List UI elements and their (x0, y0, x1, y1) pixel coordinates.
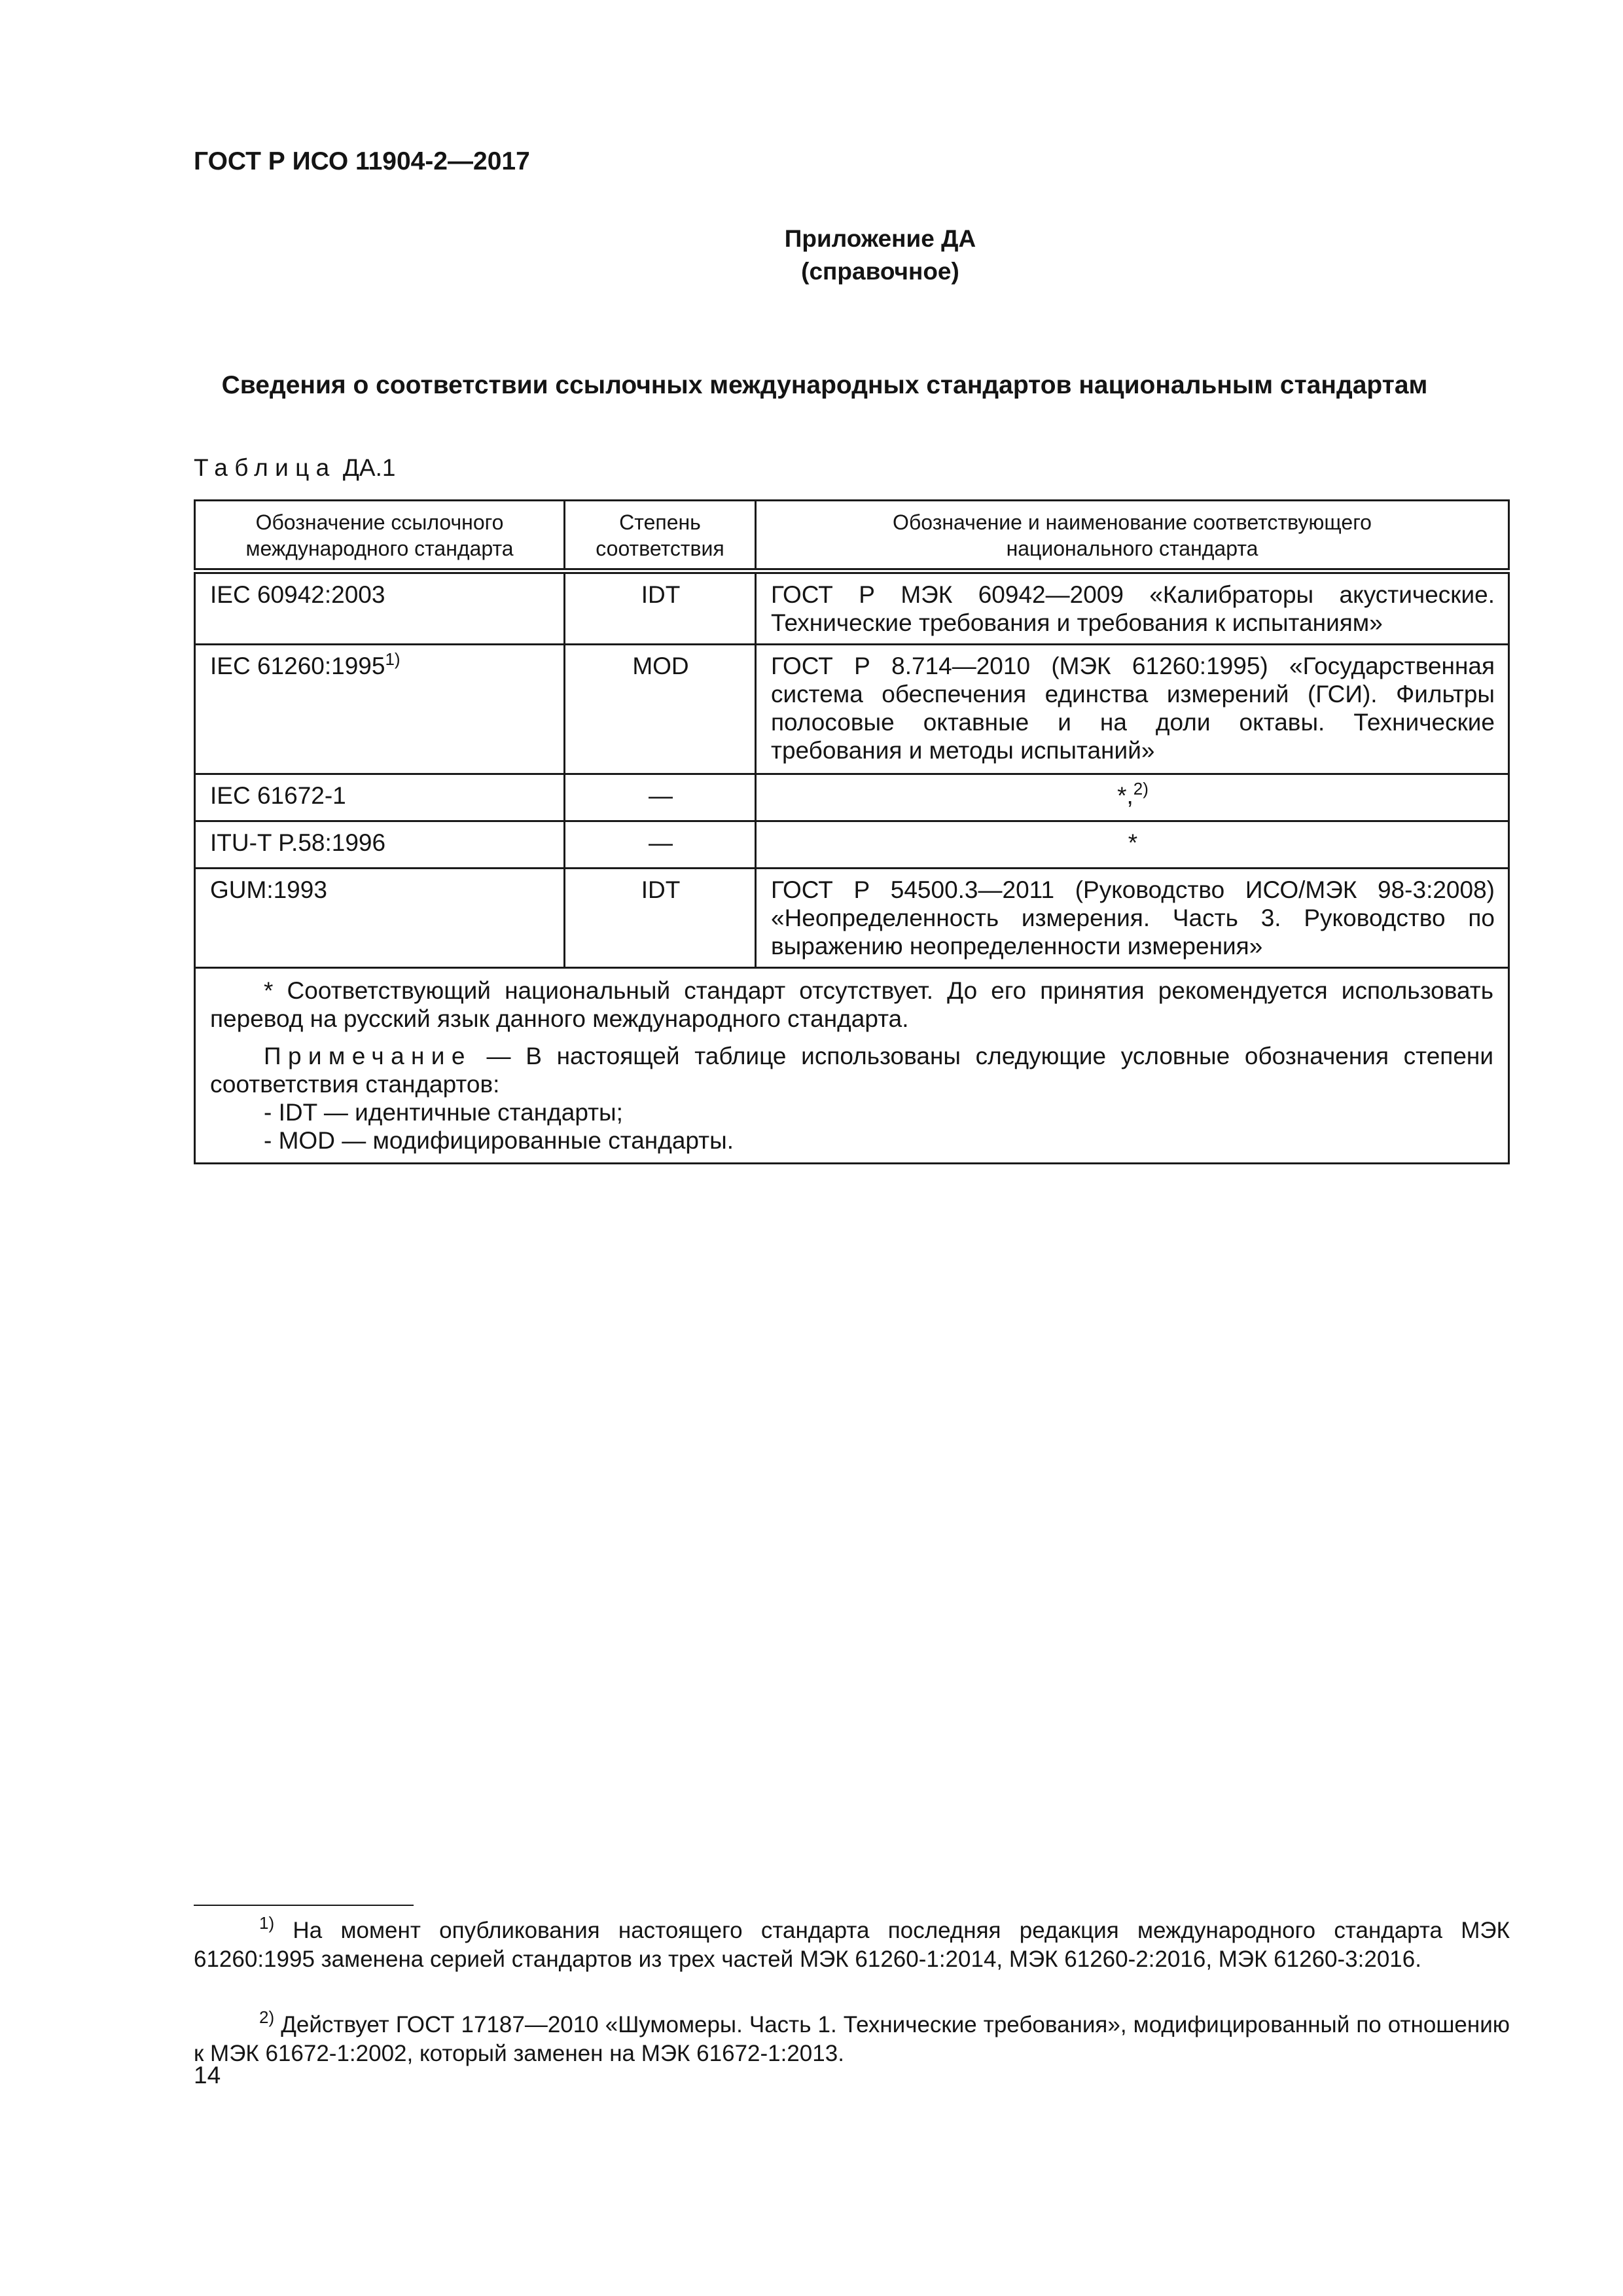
ref-sup: 1) (385, 649, 401, 669)
ref-text: IEC 61672-1 (210, 782, 346, 809)
table-row (195, 821, 1509, 869)
degree-cell: — (565, 821, 756, 869)
footnote-divider (194, 1905, 414, 1906)
national-cell (756, 821, 1509, 869)
section-title: Сведения о соответствии ссылочных международных стандартов национальным стандартам (221, 371, 1428, 399)
standards-table (194, 499, 1510, 1164)
table-row (195, 645, 1509, 774)
national-text: ГОСТ Р 8.714—2010 (МЭК 61260:1995) «Государственная система обеспечения единства измерений (ГСИ). Фильтры полосовые октавные и на доли октавы. Технические требования и методы испытаний» (771, 653, 1495, 764)
header-text: соответствия (596, 537, 724, 560)
ref-text: GUM:1993 (210, 876, 327, 903)
document-code: ГОСТ Р ИСО 11904-2—2017 (194, 147, 530, 175)
header-text: национального стандарта (1006, 537, 1258, 560)
header-text: Степень (619, 511, 701, 534)
table-note (210, 1042, 1493, 1098)
header-degree (565, 501, 756, 571)
header-text: Обозначение и наименование соответствующего (893, 511, 1372, 534)
footnote-2 (194, 2007, 1510, 2068)
national-cell (756, 571, 1509, 645)
note-item: - IDT — идентичные стандарты; (264, 1099, 623, 1126)
ref-cell (195, 774, 565, 821)
table-caption-number: ДА.1 (342, 454, 396, 481)
appendix-heading (0, 223, 1623, 288)
table-footnote: * Соответствующий национальный стандарт отсутствует. До его принятия рекомендуется использовать перевод на русский язык данного международного стандарта. (210, 977, 1493, 1032)
national-cell (756, 869, 1509, 968)
table-row (195, 774, 1509, 821)
ref-cell (195, 821, 565, 869)
national-cell (756, 774, 1509, 821)
national-text: ГОСТ Р 54500.3—2011 (Руководство ИСО/МЭК 98-3:2008) «Неопределенность измерения. Часть 3. Руководство по выражению неопределенности измерения» (771, 876, 1495, 960)
ref-cell (195, 571, 565, 645)
note-text: — В настоящей таблице использованы следующие условные обозначения степени соответствия стандартов: (210, 1043, 1494, 1098)
ref-text: IEC 60942:2003 (210, 581, 385, 608)
degree-cell: MOD (565, 645, 756, 774)
note-label: Примечание (264, 1043, 472, 1069)
header-national-standard (756, 501, 1509, 571)
footnote-text: На момент опубликования настоящего стандарта последняя редакция международного стандарта МЭК 61260:1995 заменена серией стандартов из трех частей МЭК 61260-1:2014, МЭК 61260-2:2016, МЭК 61260-3:2016. (194, 1918, 1510, 1972)
page-number: 14 (194, 2062, 221, 2089)
national-text: *, (1117, 782, 1133, 809)
footnote-1 (194, 1913, 1510, 1974)
footnote-mark: 1) (259, 1913, 275, 1933)
degree-cell: IDT (565, 869, 756, 968)
table-caption (194, 454, 395, 482)
ref-cell (195, 869, 565, 968)
national-text: ГОСТ Р МЭК 60942—2009 «Калибраторы акустические. Технические требования и требования к испытаниям» (771, 581, 1495, 636)
header-ref-standard (195, 501, 565, 571)
degree-cell: IDT (565, 571, 756, 645)
footnote-text: Действует ГОСТ 17187—2010 «Шумомеры. Часть 1. Технические требования», модифицированный по отношению к МЭК 61672-1:2002, который заменен на МЭК 61672-1:2013. (194, 2012, 1510, 2066)
ref-cell (195, 645, 565, 774)
national-sup: 2) (1133, 779, 1149, 798)
table-header-row (195, 501, 1509, 571)
table-row (195, 571, 1509, 645)
ref-text: ITU-T P.58:1996 (210, 829, 386, 856)
header-text: Обозначение ссылочного (255, 511, 504, 534)
table-footer-row (195, 968, 1509, 1164)
ref-text: IEC 61260:1995 (210, 653, 385, 679)
degree-cell: — (565, 774, 756, 821)
national-text: * (1128, 829, 1138, 856)
note-item: - MOD — модифицированные стандарты. (264, 1127, 734, 1154)
appendix-title: Приложение ДА (784, 225, 976, 252)
footnote-mark: 2) (259, 2007, 275, 2027)
appendix-subtitle: (справочное) (801, 258, 959, 285)
table-footer-cell (195, 968, 1509, 1164)
header-text: международного стандарта (245, 537, 514, 560)
table-row (195, 869, 1509, 968)
table-caption-word: Таблица (194, 454, 336, 481)
national-cell (756, 645, 1509, 774)
